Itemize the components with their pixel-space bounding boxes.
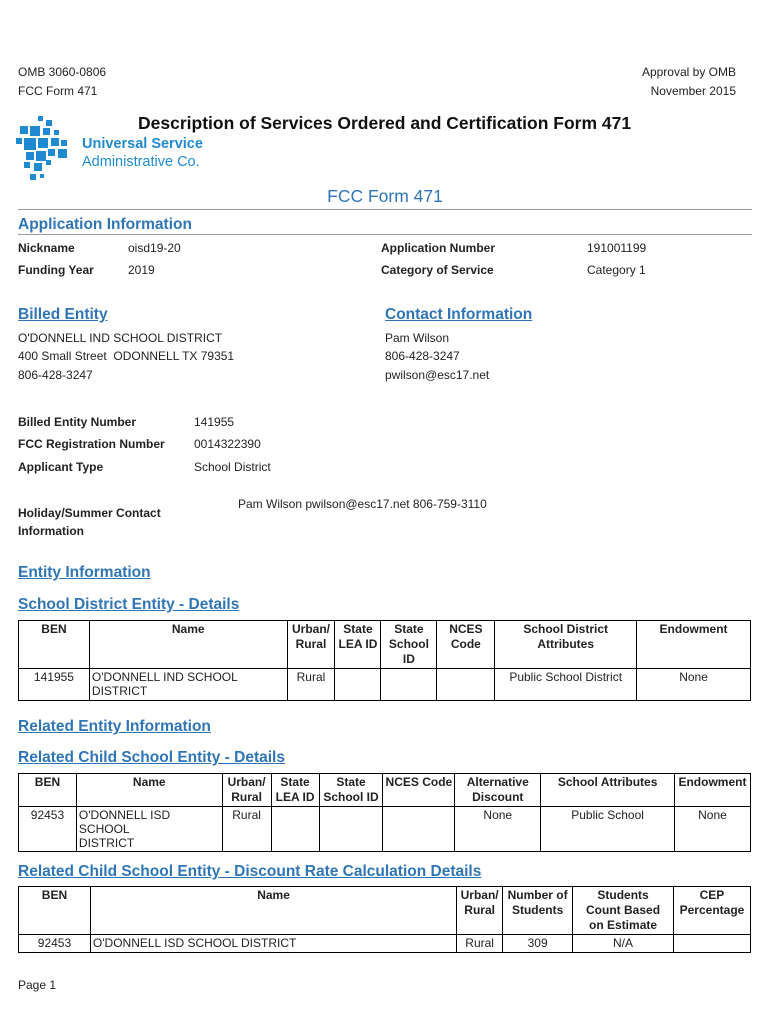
col-nces-code: NCES Code	[383, 774, 455, 807]
cell-nces-code	[437, 669, 495, 701]
col-ben: BEN	[19, 621, 90, 669]
col-urban-rural: Urban/ Rural	[222, 774, 271, 807]
cell-name: O'DONNELL ISD SCHOOL DISTRICT	[76, 807, 222, 852]
col-state-school-id: State School ID	[319, 774, 383, 807]
cell-ben: 92453	[19, 807, 77, 852]
col-ben: BEN	[19, 887, 91, 935]
col-ben: BEN	[19, 774, 77, 807]
cell-count-based-on-estimate: N/A	[573, 935, 674, 953]
applicant-type-label: Applicant Type	[18, 460, 104, 474]
cell-school-attributes: Public School	[541, 807, 675, 852]
page-number: Page 1	[18, 978, 57, 992]
cell-state-lea-id	[271, 807, 319, 852]
nickname-label: Nickname	[18, 241, 75, 255]
cell-name: O'DONNELL ISD SCHOOL DISTRICT	[90, 935, 456, 953]
contact-email: pwilson@esc17.net	[385, 368, 490, 382]
app-number-label: Application Number	[381, 241, 496, 255]
fcc-registration-label: FCC Registration Number	[18, 437, 165, 451]
cell-alternative-discount: None	[455, 807, 541, 852]
cell-state-lea-id	[335, 669, 381, 701]
col-nces-code: NCES Code	[437, 621, 495, 669]
cell-urban-rural: Rural	[222, 807, 271, 852]
category-value: Category 1	[587, 263, 646, 277]
cell-cep-percentage	[673, 935, 750, 953]
cell-state-school-id	[381, 669, 437, 701]
col-endowment: Endowment	[674, 774, 750, 807]
cell-urban-rural: Rural	[457, 935, 503, 953]
col-name: Name	[90, 887, 456, 935]
child-entity-table	[18, 773, 751, 852]
district-table-header	[19, 621, 751, 669]
usac-logo-mark-icon	[16, 114, 78, 186]
cell-number-of-students: 309	[503, 935, 573, 953]
contact-name: Pam Wilson	[385, 331, 450, 345]
funding-year-label: Funding Year	[18, 263, 94, 277]
col-count-based-on-estimate: Students Count Based on Estimate	[573, 887, 674, 935]
holiday-contact-label-1: Holiday/Summer Contact	[18, 506, 161, 520]
funding-year-value: 2019	[128, 263, 155, 277]
header-divider	[18, 209, 752, 210]
form-name: FCC Form 471	[18, 84, 98, 98]
cell-endowment: None	[637, 669, 751, 701]
entity-info-heading: Entity Information	[18, 564, 151, 581]
approval-date: November 2015	[650, 84, 736, 98]
related-entity-heading: Related Entity Information	[18, 718, 211, 735]
col-endowment: Endowment	[637, 621, 751, 669]
child-details-heading: Related Child School Entity - Details	[18, 749, 285, 766]
fcc-registration-value: 0014322390	[194, 437, 261, 451]
applicant-type-value: School District	[194, 460, 271, 474]
table-row	[19, 669, 751, 701]
form-subtitle: FCC Form 471	[327, 186, 443, 206]
form-title: Description of Services Ordered and Certification Form 471	[138, 113, 632, 133]
logo-text-line2: Administrative Co.	[82, 154, 200, 170]
ben-label: Billed Entity Number	[18, 415, 137, 429]
cell-ben: 92453	[19, 935, 91, 953]
omb-number: OMB 3060-0806	[18, 65, 107, 79]
child-table-header	[19, 774, 751, 807]
col-name: Name	[89, 621, 287, 669]
col-number-of-students: Number of Students	[503, 887, 573, 935]
col-urban-rural: Urban/ Rural	[287, 621, 335, 669]
category-label: Category of Service	[381, 263, 494, 277]
cell-ben: 141955	[19, 669, 90, 701]
cell-state-school-id	[319, 807, 383, 852]
cell-attributes: Public School District	[495, 669, 637, 701]
table-row	[19, 935, 751, 953]
contact-phone: 806-428-3247	[385, 349, 460, 363]
discount-details-heading: Related Child School Entity - Discount Rate Calculation Details	[18, 863, 482, 880]
col-state-school-id: State School ID	[381, 621, 437, 669]
nickname-value: oisd19-20	[128, 241, 181, 255]
discount-table-header	[19, 887, 751, 935]
col-state-lea-id: State LEA ID	[271, 774, 319, 807]
holiday-contact-value: Pam Wilson pwilson@esc17.net 806-759-3110	[238, 497, 487, 511]
application-info-heading: Application Information	[18, 216, 192, 233]
approval-label: Approval by OMB	[641, 65, 736, 79]
col-name: Name	[76, 774, 222, 807]
cell-name: O'DONNELL IND SCHOOL DISTRICT	[89, 669, 287, 701]
cell-urban-rural: Rural	[287, 669, 335, 701]
discount-calculation-table	[18, 886, 751, 953]
col-school-attributes: School Attributes	[541, 774, 675, 807]
col-urban-rural: Urban/ Rural	[457, 887, 503, 935]
district-details-heading: School District Entity - Details	[18, 596, 240, 613]
billed-entity-heading: Billed Entity	[18, 306, 108, 323]
billed-entity-name: O'DONNELL IND SCHOOL DISTRICT	[18, 331, 223, 345]
ben-value: 141955	[194, 415, 235, 429]
col-cep-percentage: CEP Percentage	[673, 887, 750, 935]
cell-nces-code	[383, 807, 455, 852]
billed-entity-phone: 806-428-3247	[18, 368, 93, 382]
cell-endowment: None	[674, 807, 750, 852]
col-district-attributes: School District Attributes	[495, 621, 637, 669]
col-state-lea-id: State LEA ID	[335, 621, 381, 669]
holiday-contact-label-2: Information	[18, 524, 84, 538]
logo-text-line1: Universal Service	[82, 136, 203, 152]
billed-entity-address: 400 Small Street ODONNELL TX 79351	[18, 349, 235, 363]
col-alternative-discount: Alternative Discount	[455, 774, 541, 807]
district-entity-table	[18, 620, 751, 701]
table-row	[19, 807, 751, 852]
contact-info-heading: Contact Information	[385, 306, 533, 323]
app-number-value: 191001199	[587, 241, 647, 255]
application-divider	[18, 234, 752, 235]
